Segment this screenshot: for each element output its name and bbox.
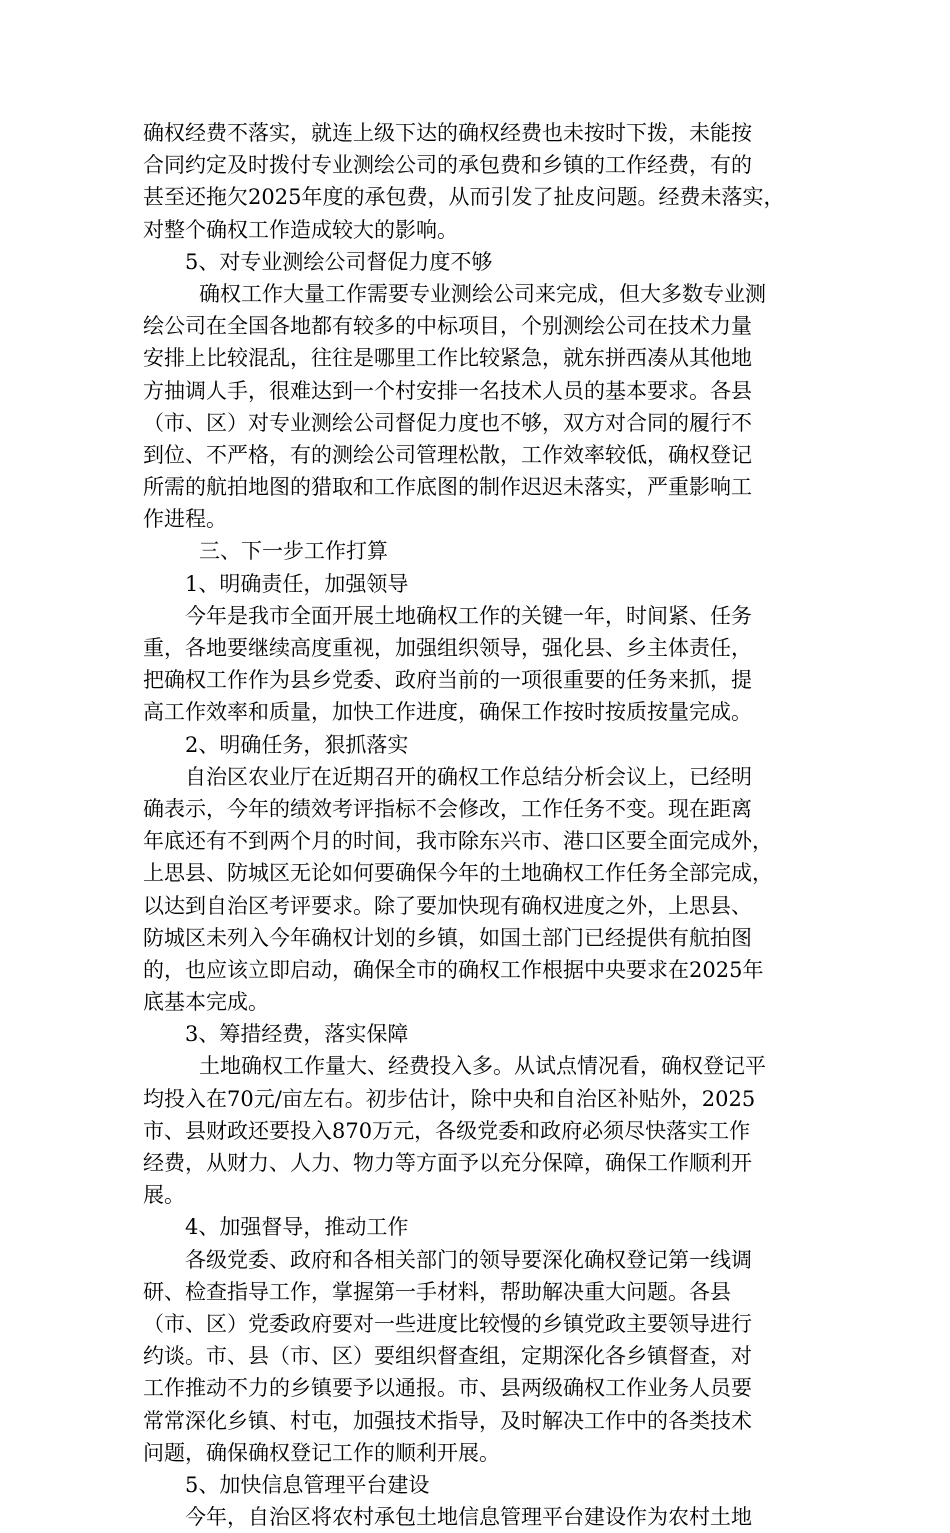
text-line: 所需的航拍地图的猎取和工作底图的制作迟迟未落实，严重影响工 [143,475,752,500]
text-line: 5、加快信息管理平台建设 [185,1472,430,1497]
text-line: 展。 [143,1183,185,1208]
text-line: 今年是我市全面开展土地确权工作的关键一年，时间紧、任务 [185,603,752,628]
text-line: 确权工作大量工作需要专业测绘公司来完成，但大多数专业测 [199,281,766,306]
text-line: 防城区未列入今年确权计划的乡镇，如国土部门已经提供有航拍图 [143,925,752,950]
text-line: 对整个确权工作造成较大的影响。 [143,217,458,242]
text-line: 土地确权工作量大、经费投入多。从试点情况看，确权登记平 [199,1054,766,1079]
text-line: 安排上比较混乱，往往是哪里工作比较紧急，就东拼西凑从其他地 [143,346,752,371]
text-line: 自治区农业厅在近期召开的确权工作总结分析会议上，已经明 [185,764,752,789]
text-line: 经费，从财力、人力、物力等方面予以充分保障，确保工作顺利开 [143,1151,752,1175]
text-line: 约谈。市、县（市、区）要组织督查组，定期深化各乡镇督查，对 [143,1344,752,1369]
text-line: （市、区）党委政府要对一些进度比较慢的乡镇党政主要领导进行 [143,1311,752,1336]
text-line: 方抽调人手，很难达到一个村安排一名技术人员的基本要求。各县 [143,378,752,403]
text-line: 5、对专业测绘公司督促力度不够 [185,249,493,274]
text-line: 确表示，今年的绩效考评指标不会修改，工作任务不变。现在距离 [143,796,752,821]
text-line: （市、区）对专业测绘公司督促力度也不够，双方对合同的履行不 [143,410,752,435]
text-line: 三、下一步工作打算 [199,539,388,564]
text-line: 各级党委、政府和各相关部门的领导要深化确权登记第一线调 [185,1247,752,1272]
text-line: 2、明确任务，狠抓落实 [185,732,409,757]
document-page [143,117,815,1533]
text-line: 合同约定及时拨付专业测绘公司的承包费和乡镇的工作经费，有的 [143,153,752,178]
text-line: 1、明确责任，加强领导 [185,571,409,596]
text-line: 绘公司在全国各地都有较多的中标项目，个别测绘公司在技术力量 [143,314,752,339]
text-line: 以达到自治区考评要求。除了要加快现有确权进度之外，上思县、 [143,893,752,918]
text-line: 常常深化乡镇、村屯，加强技术指导，及时解决工作中的各类技术 [143,1408,752,1433]
text-line: 问题，确保确权登记工作的顺利开展。 [143,1440,500,1465]
text-line: 把确权工作作为县乡党委、政府当前的一项很重要的任务来抓，提 [143,668,752,693]
text-line: 高工作效率和质量，加快工作进度，确保工作按时按质按量完成。 [143,700,752,725]
text-line: 作进程。 [143,507,227,532]
text-line: 市、县财政还要投入870万元，各级党委和政府必须尽快落实工作 [143,1118,751,1143]
text-line: 4、加强督导，推动工作 [185,1215,409,1240]
text-line: 重，各地要继续高度重视，加强组织领导，强化县、乡主体责任， [143,636,752,660]
text-line: 今年，自治区将农村承包土地信息管理平台建设作为农村土地 [185,1505,752,1530]
text-line: 底基本完成。 [143,990,269,1015]
text-line: 的，也应该立即启动，确保全市的确权工作根据中央要求在2025年 [143,957,764,982]
text-line: 到位、不严格，有的测绘公司管理松散，工作效率较低，确权登记 [143,442,752,467]
text-line: 工作推动不力的乡镇要予以通报。市、县两级确权工作业务人员要 [143,1376,752,1401]
text-line: 上思县、防城区无论如何要确保今年的土地确权工作任务全部完成， [143,861,773,886]
text-line: 年底还有不到两个月的时间，我市除东兴市、港口区要全面完成外， [143,829,773,854]
text-line: 确权经费不落实，就连上级下达的确权经费也未按时下拨，未能按 [143,121,752,145]
text-line: 均投入在70元/亩左右。初步估计，除中央和自治区补贴外，2025 [143,1086,756,1111]
text-line: 3、筹措经费，落实保障 [185,1022,409,1047]
text-line: 研、检查指导工作，掌握第一手材料，帮助解决重大问题。各县 [143,1279,731,1304]
text-line: 甚至还拖欠2025年度的承包费，从而引发了扯皮问题。经费未落实， [143,185,785,210]
